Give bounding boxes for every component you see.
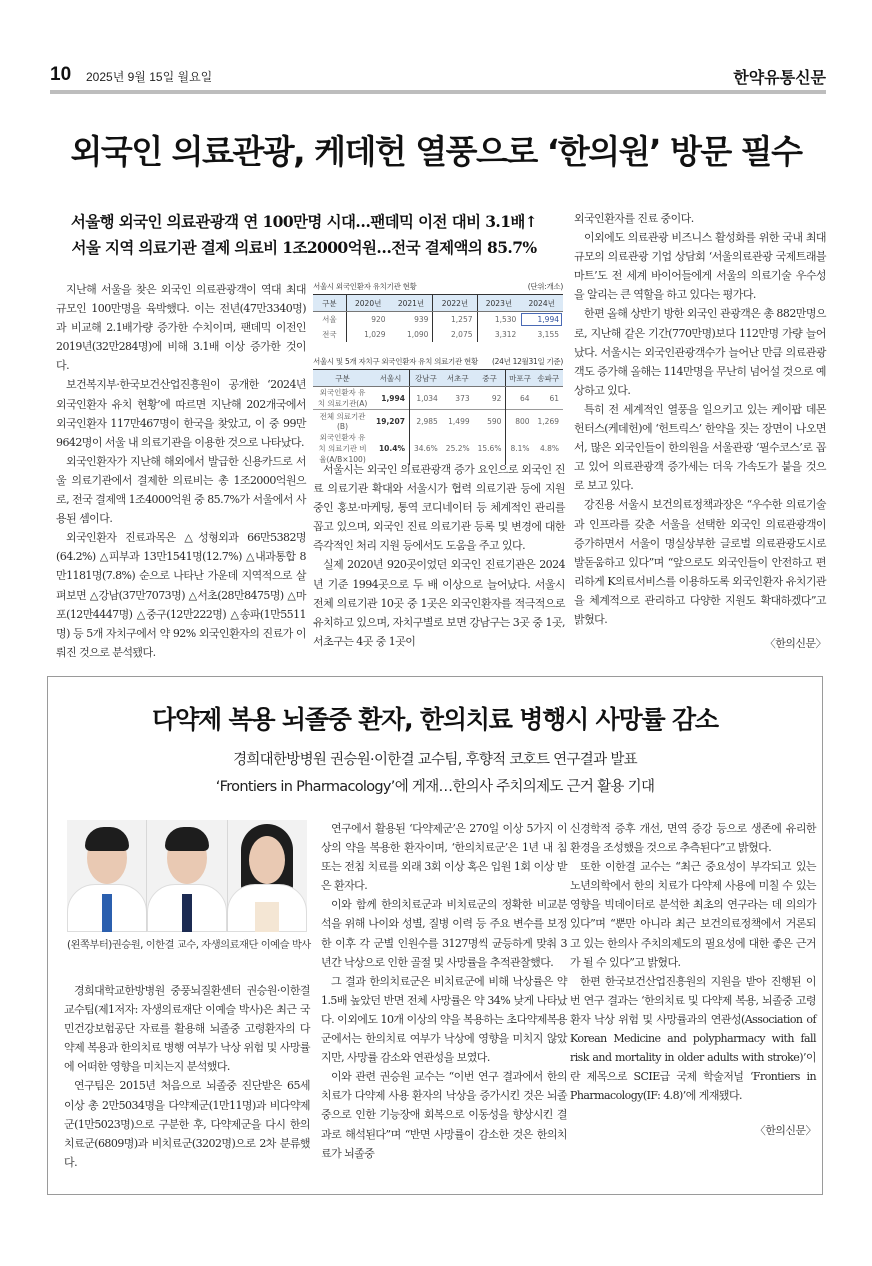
masthead-rule [50,90,826,94]
paragraph: 이외에도 의료관광 비즈니스 활성화를 위한 국내 최대 규모의 의료관광 기업 상담회 ‘서울의료관광 국제트래블마트’도 전 세계 바이어들에게 서울의 의료기술 우수성을 알리는 큰 역할을 하고 있다는 평가다. [574,231,826,302]
table-cell: 10.4% [378,444,405,453]
table-caption: 서울시 외국인환자 유치기관 현황 [313,282,417,291]
article1-source: 〈한의신문〉 [764,637,826,651]
table-cell: 61 [549,393,559,403]
table-note: (24년 12월31일 기준) [492,357,563,366]
article2-subhead-2: ‘Frontiers in Pharmacology’에 게재…한의사 주치의제도 근거 활용 기대 [215,779,655,795]
table-cell: 전체 의료기관(B) [313,410,372,433]
institutions-table [313,281,563,342]
paragraph: 보건복지부·한국보건산업진흥원이 공개한 ‘2024년 외국인환자 유치 현황’에 따르면 지난해 202개국에서 외국인환자 117만467명이 한국을 찾았고, 이 중 99만9642명이 서울 내 의료기관을 이용한 것으로 나타났다. [56,378,306,449]
table-header: 마포구 [506,370,534,387]
issue-date: 2025년 9월 15일 월요일 [86,70,213,84]
article1-subhead-2: 서울 지역 의료기관 결제 의료비 1조2000억원…전국 결제액의 85.7% [71,238,537,257]
table-header: 2024년 [520,295,563,312]
article2-source: 〈한의신문〉 [754,1124,816,1138]
photo-lee-yeseul [227,820,307,932]
paragraph: 서울시는 외국인 의료관광객 증가 요인으로 외국인 진료 의료기관 확대와 서울시가 협력 의료기관 등에 지원 중인 홍보·마케팅, 통역 코디네이터 등 체계적인 관리를 꼽고 있으며, 외국인 진료 의료기관 등록 및 변경에 대한 즉각적인 처리 지원 등에서도 도움을 주고 있다. [313,463,565,553]
table-cell: 1,269 [534,410,563,433]
page-number: 10 [50,64,72,85]
paragraph: 실제 2020년 920곳이었던 외국인 진료기관은 2024년 기준 1994곳으로 두 배 이상으로 늘어났다. 서울시 전체 의료기관 10곳 중 1곳은 외국인환자를 적극적으로 유치하고 있으며, 자치구별로 보면 강남구는 3곳 중 1곳, 서초구는 4곳 중 1곳이 [313,558,565,648]
table-row [313,312,563,328]
article2-subhead-1: 경희대한방병원 권승원·이한결 교수팀, 후향적 코호트 연구결과 발표 [233,752,637,768]
table-cell: 800 [506,410,534,433]
table-cell: 373 [455,393,470,403]
table-cell: 4.8% [539,444,559,453]
masthead [50,64,826,90]
table-cell: 1,530 [477,312,520,328]
article2-column-1 [64,981,310,1172]
district-table [313,356,563,465]
table-cell: 전국 [322,330,337,339]
table-cell: 15.6% [477,444,502,453]
table-cell: 1,499 [442,410,474,433]
article2-column-2 [321,819,567,1163]
researcher-photos [67,820,307,932]
paragraph: 지난해 서울을 찾은 외국인 의료관광객이 역대 최대 규모인 100만명을 육박했다. 이는 전년(47만3340명)과 비교해 2.1배가량 증가한 수치이며, 팬데믹 이전인 2019년(32만284명)에 비해 3.1배 이상 증가한 것이다. [56,283,306,373]
paragraph: 강진용 서울시 보건의료정책과장은 “우수한 의료기술과 인프라를 갖춘 서울을 선택한 외국인 의료관광객이 증가하면서 서울이 명실상부한 글로벌 의료관광도시로 발돋움하고 있다”며 “앞으로도 외국인들이 안전하고 편리하게 K의료서비스를 이용하도록 외국인환자 유치기관을 체계적으로 관리하고 다양한 지원도 확대하겠다”고 밝혔다. [574,498,826,626]
table-header: 구분 [313,295,346,312]
photo-caption: (왼쪽부터)권승원, 이한결 교수, 자생의료재단 이예슬 박사 [67,939,311,951]
paragraph: 연구팀은 2015년 처음으로 뇌졸중 진단받은 65세 이상 총 2만5034명을 다약제군(1만11명)과 비다약제군(1만5023명)으로 구분한 후, 다약제군을 다시 한의치료군(6809명)과 비치료군(3202명)으로 2차 분류했다. [64,1079,310,1169]
table-cell: 920 [346,312,389,328]
table-cell: 1,994 [381,393,405,403]
highlighted-cell: 1,994 [520,312,563,328]
table-header: 중구 [474,370,506,387]
table-header: 2023년 [477,295,520,312]
table-header-row [313,295,563,312]
article2-headline: 다약제 복용 뇌졸중 환자, 한의치료 병행시 사망률 감소 [152,705,718,734]
paragraph: 외국인환자 진료과목은 △성형외과 66만5382명(64.2%) △피부과 13만1541명(12.7%) △내과통합 8만1181명(7.8%) 순으로 나타난 가운데 지역적으로 살펴보면 △강남(37만7073명) △서초(28만8475명) △마포(12만4447명) △중구(12만222명) △송파(1만5511명) 등 5개 자치구에서 약 92% 외국인환자의 진료가 이뤄진 것으로 분석됐다. [56,531,306,659]
table-cell: 1,029 [346,327,389,342]
table-row [313,410,563,433]
paragraph: 또한 이한결 교수는 “최근 중요성이 부각되고 있는 노년의학에서 한의 치료가 다약제 사용에 미칠 수 있는 영향을 빅데이터로 분석한 최초의 연구라는 데 의의가 있다”며 “뿐만 아니라 최근 보건의료정책에서 거론되고 있는 한의사 주치의제도의 필요성에 대한 좋은 근거가 될 수 있다”고 밝혔다. [570,860,816,969]
table-caption: 서울시 및 5개 자치구 외국인환자 유치 의료기관 현황 [313,357,478,366]
table-cell: 64 [506,387,534,410]
newspaper-name: 한약유통신문 [733,70,826,87]
table-header: 서초구 [442,370,474,387]
table-cell: 1,257 [433,312,477,328]
paragraph: 외국인환자가 지난해 해외에서 발급한 신용카드로 서울 의료기관에서 결제한 의료비는 총 1조2000억원으로, 전국 결제액 1조4000억원 중 85.7%가 서울에서 사용된 셈이다. [56,454,306,526]
paragraph: 이와 함께 한의치료군과 비치료군의 정확한 비교분석을 위해 나이와 성별, 질병 이력 등 주요 변수를 보정한 이후 각 군별 인원수를 3127명씩 균등하게 맞춰 3년간 낙상으로 인한 골절 및 사망률을 추적관찰했다. [321,898,567,969]
article1-column-1 [56,280,306,662]
table-cell: 3,155 [537,330,559,339]
paragraph: 신경학적 증후 개선, 면역 증강 등으로 생존에 유리한 환경을 조성했을 것으로 추측된다”고 밝혔다. [570,822,816,855]
table-cell: 92 [491,393,502,403]
table-cell: 1,090 [406,330,429,339]
table-header: 2021년 [390,295,433,312]
table-unit: (단위:개소) [527,282,563,291]
paragraph: 특히 전 세계적인 열풍을 일으키고 있는 케이팝 데몬 헌터스(케데헌)에 ‘헌트릭스’ 한약을 짓는 장면이 나오면서, 많은 외국인들이 한의원을 서울관광 ‘필수코스’로 꼽고 있어 의료관광객 증가세는 더욱 가속도가 붙을 것으로 보고 있다. [574,402,826,493]
table-cell: 1,034 [409,387,441,410]
table-cell: 34.6% [409,432,441,465]
article1-column-3 [574,209,826,653]
table-header: 2022년 [433,295,477,312]
paragraph: 그 결과 한의치료군은 비치료군에 비해 낙상률은 약 1.5배 높았던 반면 전체 사망률은 약 34% 낮게 나타났다. 이외에도 10개 이상의 약을 복용하는 초다약제복용군에서는 한의치료 여부가 낙상에 영향을 미치지 않았지만, 사망률 감소와 연관성을 보였다. [321,974,567,1065]
table-cell: 외국인환자 유치 의료기관(A) [317,388,368,408]
table-cell: 3,312 [477,327,520,342]
article1-subhead-1: 서울행 외국인 의료관광객 연 100만명 시대…팬데믹 이전 대비 3.1배↑ [70,212,538,231]
table-header: 강남구 [409,370,441,387]
paragraph: 경희대학교한방병원 중풍뇌질환센터 권승원·이한결 교수팀(제1저자: 자생의료재단 이예슬 박사)은 최근 국민건강보험공단 자료를 활용해 뇌졸중 고령환자의 다약제 복용과 한의치료 병행 여부가 낙상 위험 및 사망률에 어떠한 영향을 미치는지 분석했다. [64,984,310,1074]
paragraph: 이와 관련 권승원 교수는 “이번 연구 결과에서 한의치료가 다약제 사용 환자의 낙상을 증가시킨 것은 뇌졸중으로 인한 기능장애 회복으로 이동성을 향상시킨 결과로 해석된다”며 “반면 사망률이 감소한 것은 한의치료가 뇌졸중 [321,1070,567,1160]
photo-kwon-seungwon [67,820,146,932]
table-cell: 25.2% [445,444,470,453]
article2-column-3 [570,819,816,1141]
article1-headline: 외국인 의료관광, 케데헌 열풍으로 ‘한의원’ 방문 필수 [70,132,802,171]
table-header: 구분 [313,370,372,387]
article1-column-2 [313,460,565,651]
table-row [313,327,563,342]
table-cell: 외국인환자 유치 의료기관 비율(A/B×100) [318,433,367,464]
table-cell: 서울 [322,315,337,324]
paragraph: 한편 올해 상반기 방한 외국인 관광객은 총 882만명으로, 지난해 같은 기간(770만명)보다 112만명 가량 늘어났다. 서울시는 외국인관광객수가 늘어난 만큼 의료관광객도 증가해 올해는 114만명을 무난히 넘어설 것으로 예상하고 있다. [574,307,826,397]
table-header: 송파구 [534,370,563,387]
table-cell: 939 [414,315,429,324]
table-cell: 8.1% [506,432,534,465]
table-header-row [313,370,563,387]
paragraph: 연구에서 활용된 ‘다약제군’은 270일 이상 5가지 이상의 약을 복용한 환자이며, ‘한의치료군’은 1년 내 침 또는 전침 치료를 외래 3회 이상 혹은 입원 1회 이상 받은 환자다. [321,822,567,893]
table-row [313,387,563,410]
table-cell: 590 [474,410,506,433]
table-cell: 2,075 [433,327,477,342]
paragraph: 외국인환자를 진료 중이다. [574,212,694,225]
photo-lee-hangyeol [146,820,226,932]
table-header: 2020년 [346,295,389,312]
table-cell: 19,207 [372,410,409,433]
paragraph: 한편 한국보건산업진흥원의 지원을 받아 진행된 이번 연구 결과는 ‘한의치료 및 다약제 복용, 뇌졸중 고령환자 낙상 위험 및 사망률과의 연관성(Association of Korean Medicine and polypharmacy with fall risk and mortality in older adults with stroke)’이란 제목으로 SCIE급 국제 학술저널 ‘Frontiers in Pharmacology(IF: 4.8)’에 게재됐다. [570,974,816,1103]
table-header: 서울시 [372,370,409,387]
table-cell: 2,985 [409,410,441,433]
